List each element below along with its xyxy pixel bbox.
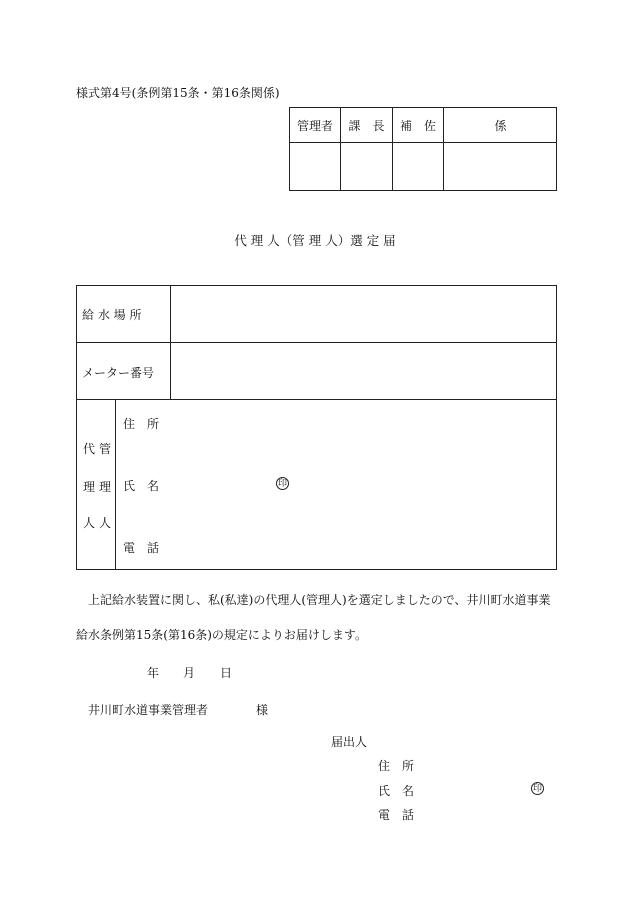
main-row-divider [76,399,557,400]
date-month: 月 [183,666,196,680]
applicant-name-field[interactable] [420,777,520,799]
form-title: 代 理 人（管 理 人）選 定 届 [234,233,396,248]
form-number: 様式第4号(条例第15条・第16条関係) [76,86,280,100]
applicant-seal-mark: 印 [532,784,542,794]
manager-label-char: 理 [99,480,112,494]
agent-phone-label: 電 話 [123,541,160,555]
applicant-address-field[interactable] [420,752,550,774]
manager-label-char: 人 [99,516,112,530]
approval-header-staff: 係 [494,119,507,133]
agent-label-char: 人 [83,516,96,530]
approval-header-section-chief: 課 長 [348,119,385,133]
agent-label-char: 理 [83,480,96,494]
approval-header-manager: 管理者 [296,119,333,133]
addressee-honorific: 様 [256,703,269,717]
meter-number-field[interactable] [172,345,554,396]
agent-name-field[interactable] [170,470,270,500]
agent-label-char: 代 [83,442,96,456]
agent-col-divider [115,399,116,570]
applicant-address-label: 住 所 [378,759,415,773]
agent-seal-mark: 印 [277,479,287,489]
agent-address-field[interactable] [170,408,550,438]
date-day: 日 [220,666,233,680]
agent-phone-field[interactable] [170,532,550,562]
applicant-heading: 届出人 [331,735,368,749]
approval-header-divider [289,142,557,143]
main-col-divider [170,285,171,399]
manager-label-char: 管 [99,442,112,456]
addressee-name: 井川町水道事業管理者 [88,703,209,717]
approval-header-assistant: 補 佐 [399,119,436,133]
applicant-phone-label: 電 話 [378,808,415,822]
agent-address-label: 住 所 [123,417,160,431]
agent-name-label: 氏 名 [123,479,160,493]
applicant-phone-field[interactable] [420,801,550,823]
meter-number-label: メーター番号 [82,366,155,380]
statement-line-1: 上記給水装置に関し、私(私達)の代理人(管理人)を選定しましたので、井川町水道事業 [88,593,551,607]
statement-line-2: 給水条例第15条(第16条)の規定によりお届けします。 [76,628,367,642]
water-location-field[interactable] [172,288,554,339]
water-location-label: 給 水 場 所 [82,308,142,322]
applicant-name-label: 氏 名 [378,784,415,798]
main-row-divider [76,342,557,343]
date-year: 年 [147,666,160,680]
